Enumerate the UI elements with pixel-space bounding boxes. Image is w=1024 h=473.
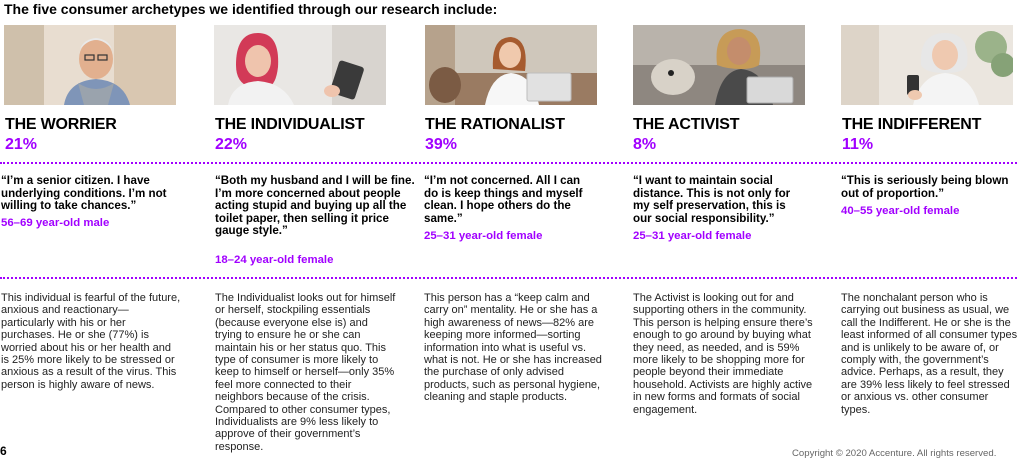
archetype-description: The Activist is looking out for and supporting others in the community. This person is helping ensure there’s enough to go around by buying what they need, as needed, and is 59% more likely to be shopping more for people beyond their immediate household. Activists are highly active in new forms and formats of social engagement.: [633, 292, 813, 416]
archetype-description: The nonchalant person who is carrying out business as usual, we call the Indifferent. He or she is the least informed of all consumer types and is unlikely to be aware of, or comply with, the government’s advice. Perhaps, as a result, they are 39% less likely to feel stressed or anxious vs. other consumer types.: [841, 292, 1018, 416]
archetype-quote: “I’m not concerned. All I can do is keep things and myself clean. I hope others do the same.”: [424, 174, 583, 225]
archetype-activist: [633, 25, 805, 105]
copyright-footer: Copyright © 2020 Accenture. All rights reserved.: [792, 448, 997, 459]
archetype-name: THE INDIVIDUALIST: [215, 116, 365, 133]
archetype-percent: 8%: [633, 136, 657, 153]
archetype-name: THE RATIONALIST: [425, 116, 565, 133]
archetype-quote: “I want to maintain social distance. This is not only for my self preservation, this is our social responsibility.”: [633, 174, 791, 225]
rationalist-photo: [425, 25, 597, 105]
archetype-quote: “Both my husband and I will be fine. I’m more concerned about people acting stupid and buying up all the toilet paper, then selling it price gauge style.”: [215, 174, 415, 238]
page-heading: The five consumer archetypes we identified through our research include:: [4, 1, 498, 17]
archetype-demographic: 25–31 year-old female: [633, 230, 752, 242]
archetype-name: THE INDIFFERENT: [842, 116, 982, 133]
archetype-individualist: [214, 25, 386, 105]
archetype-quote: “I’m a senior citizen. I have underlying conditions. I’m not willing to take chances.”: [1, 174, 167, 213]
archetype-worrier: [4, 25, 176, 105]
archetype-name: THE WORRIER: [5, 116, 117, 133]
archetype-demographic: 40–55 year-old female: [841, 205, 960, 217]
divider-bottom: [0, 277, 1017, 279]
archetype-quote: “This is seriously being blown out of proportion.”: [841, 174, 1009, 200]
archetype-percent: 22%: [215, 136, 248, 153]
archetype-demographic: 18–24 year-old female: [215, 254, 334, 266]
archetype-percent: 11%: [842, 136, 874, 153]
archetype-demographic: 25–31 year-old female: [424, 230, 543, 242]
archetype-percent: 21%: [5, 136, 38, 153]
archetype-percent: 39%: [425, 136, 458, 153]
archetype-rationalist: [425, 25, 597, 105]
archetype-indifferent: [841, 25, 1013, 105]
archetype-description: The Individualist looks out for himself or herself, stockpiling essentials (because everyone else is) and trying to ensure he or she can maintain his or her status quo. This type of consumer is more likely to keep to himself or herself—only 35% feel more connected to their neighbors because of the crisis. Compared to other consumer types, Individualists are 9% less likely to approve of their government’s response.: [215, 292, 396, 453]
archetype-name: THE ACTIVIST: [633, 116, 740, 133]
archetype-description: This person has a “keep calm and carry on” mentality. He or she has a high awareness of news—82% are keeping more informed—sorting information into what is useful vs. what is not. He or she has increased the purchase of only advised products, such as personal hygiene, cleaning and staple products.: [424, 292, 602, 404]
indifferent-photo: [841, 25, 1013, 105]
activist-photo: [633, 25, 805, 105]
page-number: 6: [0, 444, 7, 458]
archetype-description: This individual is fearful of the future, anxious and reactionary—particularly with his or her purchases. He or she (77%) is worried about his or her health and is 25% more likely to be stressed or anxious as a result of the virus. This person is highly aware of news.: [1, 292, 181, 391]
worrier-photo: [4, 25, 176, 105]
divider-top: [0, 162, 1017, 164]
archetype-demographic: 56–69 year-old male: [1, 217, 110, 229]
individualist-photo: [214, 25, 386, 105]
